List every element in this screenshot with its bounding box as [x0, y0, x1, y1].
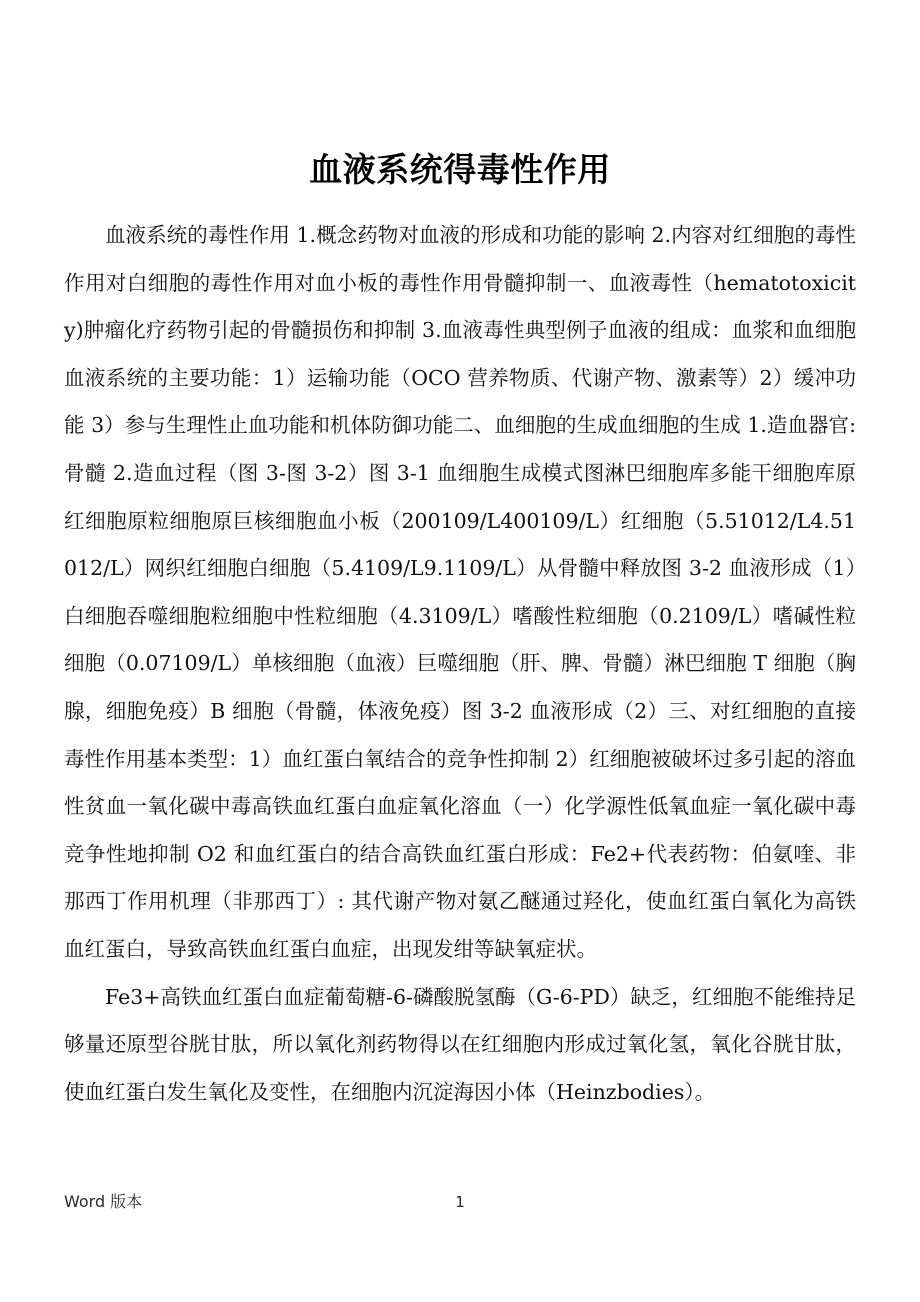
footer-page-number: 1	[455, 1193, 465, 1211]
page-title: 血液系统得毒性作用	[309, 150, 611, 190]
body-paragraph: 血液系统的毒性作用 1.概念药物对血液的形成和功能的影响 2.内容对红细胞的毒性作用对白细胞的毒性作用对血小板的毒性作用骨髓抑制一、血液毒性（hematotoxicity)肿瘤化疗药物引起的骨髓损伤和抑制 3.血液毒性典型例子血液的组成：血浆和血细胞血液系统的主要功能：1）运输功能（OCO 营养物质、代谢产物、激素等）2）缓冲功能 3）参与生理性止血功能和机体防御功能二、血细胞的生成血细胞的生成 1.造血器官: 骨髓 2.造血过程（图 3-图 3-2）图 3-1 血细胞生成模式图淋巴细胞库多能干细胞库原红细胞原粒细胞原巨核细胞血小板（200109/L400109/L）红细胞（5.51012/L4.51012/L）网织红细胞白细胞（5.4109/L9.1109/L）从骨髓中释放图 3-2 血液形成（1）白细胞吞噬细胞粒细胞中性粒细胞（4.3109/L）嗜酸性粒细胞（0.2109/L）嗜碱性粒细胞（0.07109/L）单核细胞（血液）巨噬细胞（肝、脾、骨髓）淋巴细胞 T 细胞（胸腺，细胞免疫）B 细胞（骨髓，体液免疫）图 3-2 血液形成（2）三、对红细胞的直接毒性作用基本类型：1）血红蛋白氧结合的竞争性抑制 2）红细胞被破坏过多引起的溶血性贫血一氧化碳中毒高铁血红蛋白血症氧化溶血（一）化学源性低氧血症一氧化碳中毒竞争性地抑制 O2 和血红蛋白的结合高铁血红蛋白形成：Fe2+代表药物：伯氨喹、非那西丁作用机理（非那西丁）: 其代谢产物对氨乙醚通过羟化，使血红蛋白氧化为高铁血红蛋白，导致高铁血红蛋白血症，出现发绀等缺氧症状。	[64, 223, 856, 961]
body-paragraph: Fe3+高铁血红蛋白血症葡萄糖-6-磷酸脱氢酶（G-6-PD）缺乏，红细胞不能维持足够量还原型谷胱甘肽，所以氧化剂药物得以在红细胞内形成过氧化氢，氧化谷胱甘肽，使血红蛋白发生氧化及变性，在细胞内沉淀海因小体（Heinzbodies）。	[64, 984, 856, 1104]
page-footer	[0, 1190, 920, 1220]
footer-label: Word 版本	[64, 1192, 143, 1211]
document-body	[64, 212, 856, 1116]
